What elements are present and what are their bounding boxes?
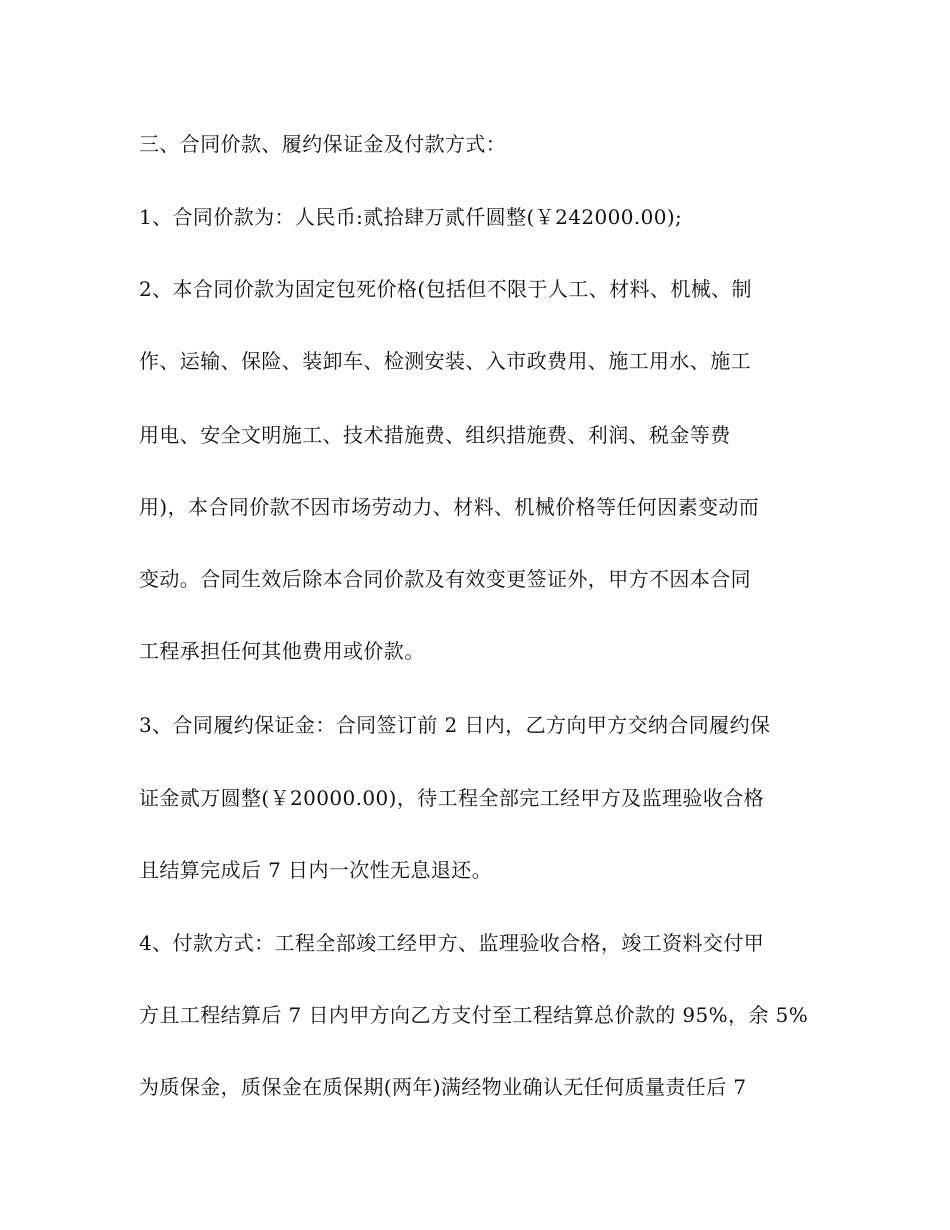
clause-4-line-3: 为质保金，质保金在质保期(两年)满经物业确认无任何质量责任后 7 — [139, 1075, 747, 1099]
clause-3-line-3: 且结算完成后 7 日内一次性无息退还。 — [139, 858, 493, 882]
clause-3-line-2: 证金贰万圆整(￥20000.00)，待工程全部完工经甲方及监理验收合格 — [139, 786, 765, 810]
clause-1-line-1: 1、合同价款为：人民币:贰拾肆万贰仟圆整(￥242000.00); — [139, 205, 683, 229]
clause-4-line-2: 方且工程结算后 7 日内甲方向乙方支付至工程结算总价款的 95%，余 5% — [139, 1003, 809, 1027]
clause-2-line-6: 工程承担任何其他费用或价款。 — [139, 639, 425, 663]
section-heading: 三、合同价款、履约保证金及付款方式： — [139, 132, 507, 156]
clause-4-line-1: 4、付款方式：工程全部竣工经甲方、监理验收合格，竣工资料交付甲 — [139, 931, 765, 955]
clause-3-line-1: 3、合同履约保证金：合同签订前 2 日内，乙方向甲方交纳合同履约保 — [139, 713, 771, 737]
clause-2-line-3: 用电、安全文明施工、技术措施费、组织措施费、利润、税金等费 — [139, 423, 731, 447]
clause-2-line-4: 用)，本合同价款不因市场劳动力、材料、机械价格等任何因素变动而 — [139, 495, 760, 519]
clause-2-line-5: 变动。合同生效后除本合同价款及有效变更签证外，甲方不因本合同 — [139, 567, 751, 591]
clause-2-line-1: 2、本合同价款为固定包死价格(包括但不限于人工、材料、机械、制 — [139, 277, 752, 301]
clause-2-line-2: 作、运输、保险、装卸车、检测安装、入市政费用、施工用水、施工 — [139, 349, 751, 373]
